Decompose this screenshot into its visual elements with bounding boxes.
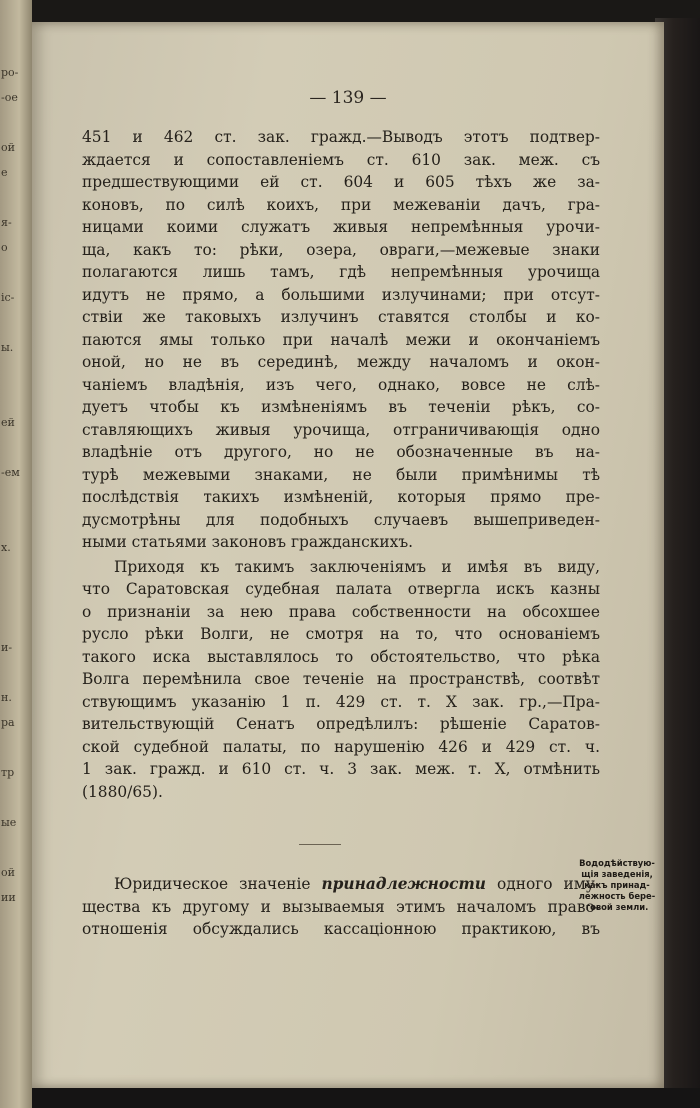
- text-line: Волга перемѣнила свое теченіе на пространствѣ, соотвѣт: [82, 670, 600, 688]
- text-line: ждается и сопоставленіемъ ст. 610 зак. меж. съ: [82, 150, 600, 169]
- previous-page-text-fragment: ей: [1, 416, 15, 429]
- previous-page-text-fragment: о: [1, 241, 8, 254]
- margin-note-line: Вододѣйствую-: [579, 858, 655, 868]
- text-line: 1 зак. гражд. и 610 ст. ч. 3 зак. меж. т. X, отмѣнить: [82, 760, 600, 778]
- previous-page-text-fragment: и-: [1, 641, 13, 654]
- text-line: ской судебной палаты, по нарушенію 426 и 429 ст. ч.: [82, 737, 600, 756]
- previous-page-text-fragment: е: [1, 166, 8, 179]
- previous-page-text-fragment: -ем: [1, 466, 20, 479]
- text-line: предшествующими ей ст. 604 и 605 тѣхъ же за-: [82, 173, 600, 191]
- text-line: [82, 873, 600, 896]
- text-line: послѣдствія такихъ измѣненій, которыя прямо пре-: [82, 488, 600, 506]
- paragraph-1: [82, 126, 600, 554]
- text-line: идутъ не прямо, а большими излучинами; при отсут-: [82, 285, 600, 304]
- previous-page-text-fragment: н.: [1, 691, 12, 704]
- text-line: 451 и 462 ст. зак. гражд.—Выводъ этотъ подтвер-: [82, 128, 600, 146]
- previous-page-text-fragment: ой: [1, 866, 15, 879]
- previous-page-text-fragment: ии: [1, 891, 16, 904]
- margin-note: [570, 858, 664, 913]
- previous-page-edge: [0, 0, 32, 1108]
- paragraph-2: [82, 556, 600, 804]
- text-line: такого иска выставлялось то обстоятельство, что рѣка: [82, 647, 600, 666]
- previous-page-text-fragment: ро-: [1, 66, 19, 79]
- text-line: вительствующій Сенатъ опредѣлилъ: рѣшеніе Саратов-: [82, 715, 600, 733]
- text-line: ствующимъ указанію 1 п. 429 ст. т. X зак. гр.,—Пра-: [82, 692, 600, 711]
- text-line: ствіи же таковыхъ излучинъ ставятся столбы и ко-: [82, 308, 600, 326]
- text-fragment: одного иму-: [485, 875, 600, 893]
- previous-page-text-fragment: я-: [1, 216, 12, 229]
- text-line: паются ямы только при началѣ межи и окончаніемъ: [82, 330, 600, 349]
- book-cover-top: [0, 0, 700, 22]
- previous-page-text-fragment: ой: [1, 141, 15, 154]
- text-line: дусмотрѣны для подобныхъ случаевъ вышеприведен-: [82, 510, 600, 529]
- text-line: оной, но не въ серединѣ, между началомъ и окон-: [82, 353, 600, 371]
- page-number: — 139 —: [309, 88, 387, 108]
- paragraph-3: [82, 873, 600, 941]
- text-line: русло рѣки Волги, не смотря на то, что основаніемъ: [82, 625, 600, 643]
- emphasized-term: принадлежности: [321, 875, 486, 893]
- text-line: отношенія обсуждались кассаціонною практикою, въ: [82, 920, 600, 938]
- text-line: (1880/65).: [82, 782, 163, 801]
- text-line: чаніемъ владѣнія, изъ чего, однако, вовсе не слѣ-: [82, 375, 600, 394]
- margin-note-line: лежность бере-: [578, 891, 656, 901]
- book-page: [32, 22, 664, 1088]
- margin-note-line: какъ принад-: [584, 880, 650, 890]
- section-divider: [299, 844, 341, 845]
- previous-page-text-fragment: тр: [1, 766, 15, 779]
- margin-note-line: щія заведенія,: [581, 869, 653, 879]
- previous-page-text-fragment: ы.: [1, 341, 14, 354]
- text-line: полагаются лишь тамъ, гдѣ непремѣнныя урочища: [82, 263, 600, 281]
- previous-page-text-fragment: ic-: [1, 291, 15, 304]
- text-line: дуетъ чтобы къ измѣненіямъ въ теченіи рѣкъ, со-: [82, 398, 600, 416]
- text-line: ставляющихъ живыя урочища, отграничивающія одно: [82, 420, 600, 439]
- text-line: Приходя къ такимъ заключеніямъ и имѣя въ виду,: [114, 557, 600, 576]
- text-line: щества къ другому и вызываемыя этимъ началомъ право-: [82, 897, 600, 916]
- text-fragment: Юридическое значеніе: [114, 875, 322, 893]
- text-line: владѣніе отъ другого, но не обозначенные въ на-: [82, 443, 600, 461]
- previous-page-text-fragment: ые: [1, 816, 17, 829]
- text-line: ницами коими служатъ живыя непремѣнныя урочи-: [82, 218, 600, 236]
- previous-page-text-fragment: х.: [1, 541, 11, 554]
- text-line: турѣ межевыми знаками, не были примѣнимы тѣ: [82, 465, 600, 484]
- text-line: коновъ, по силѣ коихъ, при межеваніи дачъ, гра-: [82, 195, 600, 214]
- text-line: ными статьями законовъ гражданскихъ.: [82, 533, 414, 551]
- text-line: о признаніи за нею права собственности на обсохшее: [82, 602, 600, 621]
- margin-note-line: говой земли.: [585, 902, 649, 912]
- text-line: что Саратовская судебная палата отвергла искъ казны: [82, 580, 600, 598]
- previous-page-text-fragment: -ое: [1, 91, 18, 104]
- text-line: ща, какъ то: рѣки, озера, овраги,—межевые знаки: [82, 240, 600, 259]
- previous-page-text-fragment: ра: [1, 716, 15, 729]
- main-text: [82, 126, 600, 803]
